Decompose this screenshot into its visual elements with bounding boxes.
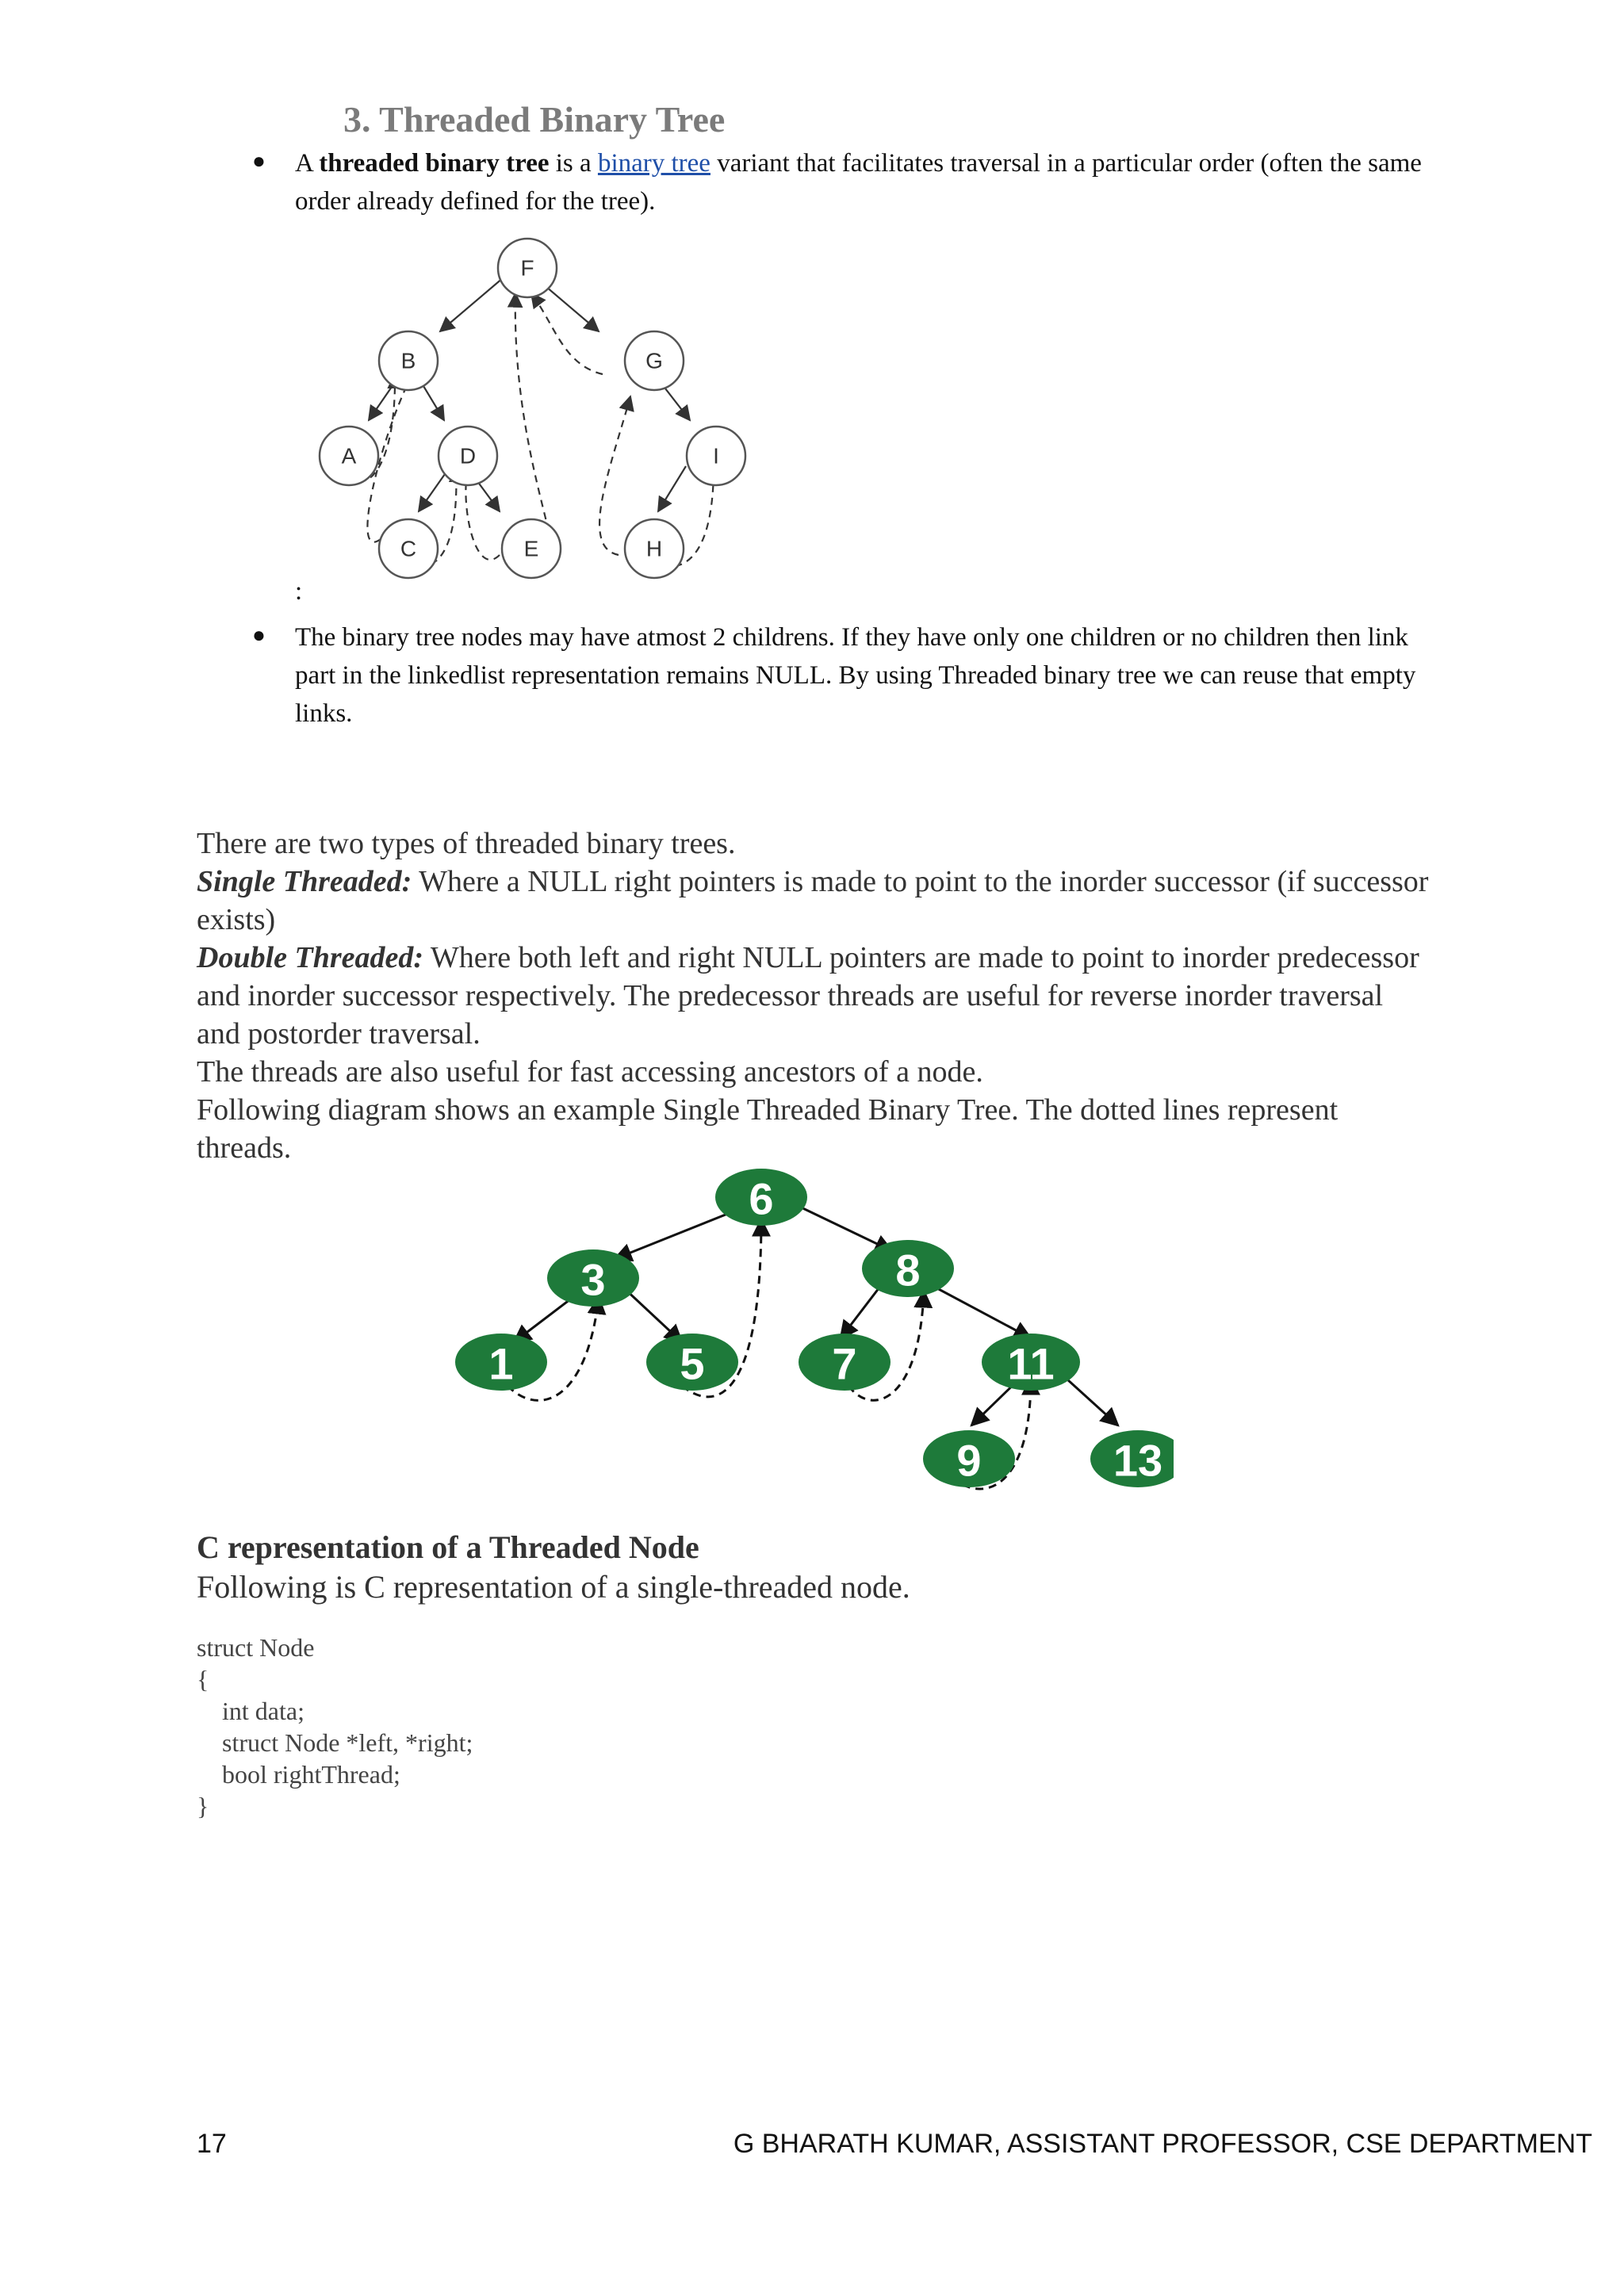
edge-8-11 xyxy=(924,1281,1031,1338)
double-text: Where both left and right NULL pointers are made to point to inorder predecessor and inorder successor respectively. The predecessor threads are useful for reverse inorder traversal and postorder traversal. xyxy=(197,941,1419,1050)
node-6-label: 6 xyxy=(749,1173,774,1224)
node-B-label: B xyxy=(400,348,416,373)
node-8-label: 8 xyxy=(895,1245,921,1295)
edge-I-H xyxy=(658,466,686,511)
node-C-label: C xyxy=(400,536,417,561)
code-block-struct-node: struct Node { int data; struct Node *left, *right; bool rightThread; } xyxy=(197,1633,473,1820)
node-D-label: D xyxy=(459,443,477,469)
node-F-label: F xyxy=(520,255,534,281)
colon-mark: : xyxy=(295,577,303,606)
double-term: Double Threaded: xyxy=(197,941,424,974)
node-7-label: 7 xyxy=(832,1338,857,1389)
node-H-label: H xyxy=(645,536,663,561)
page-number: 17 xyxy=(197,2129,227,2159)
node-11-label: 11 xyxy=(1007,1338,1055,1389)
bullet-paragraph-childrens: The binary tree nodes may have atmost 2 childrens. If they have only one children or no children then link part in the linkedlist representation remains NULL. By using Threaded binary tree we can reuse that empty links. xyxy=(295,623,1416,728)
edge-3-5 xyxy=(622,1287,682,1342)
text-rest: variant that facilitates traversal in a particular order (often the same order already defined for the tree). xyxy=(295,149,1422,216)
node-5-label: 5 xyxy=(680,1338,705,1389)
single-text: Where a NULL right pointers is made to point to the inorder successor (if successor exists) xyxy=(197,865,1429,936)
node-13-label: 13 xyxy=(1113,1435,1163,1486)
edge-6-8 xyxy=(793,1203,892,1251)
c-representation-subtitle: Following is C representation of a single-threaded node. xyxy=(197,1569,910,1605)
node-A-label: A xyxy=(341,443,357,469)
bullet-dot: ● xyxy=(252,623,266,648)
single-threaded-tree-diagram xyxy=(444,1164,1174,1513)
edge-F-B xyxy=(440,277,504,331)
node-9-label: 9 xyxy=(956,1435,982,1486)
footer-author: G BHARATH KUMAR, ASSISTANT PROFESSOR, CSE DEPARTMENT xyxy=(733,2129,1592,2159)
node-I-label: I xyxy=(713,443,719,469)
bullet-dot: ● xyxy=(252,149,266,174)
node-1-label: 1 xyxy=(488,1338,514,1389)
text-prefix: A xyxy=(295,149,320,178)
c-representation-title: C representation of a Threaded Node xyxy=(197,1529,699,1565)
node-G-label: G xyxy=(645,348,663,373)
threaded-tree-diagram-letters xyxy=(301,230,769,603)
section-heading: 3. Threaded Binary Tree xyxy=(343,99,726,140)
double-threaded-def xyxy=(197,939,1434,1053)
single-threaded-def xyxy=(197,863,1434,939)
types-section xyxy=(197,825,1434,1167)
thread-H-G xyxy=(599,396,630,555)
diagram-note: Following diagram shows an example Single Threaded Binary Tree. The dotted lines represent threads. xyxy=(197,1093,1339,1165)
node-E-label: E xyxy=(523,536,539,561)
ancestors-note: The threads are also useful for fast accessing ancestors of a node. xyxy=(197,1055,983,1089)
node-3-label: 3 xyxy=(580,1254,606,1305)
bullet-paragraph-definition xyxy=(295,144,1445,220)
single-term: Single Threaded: xyxy=(197,865,412,898)
text-mid: is a xyxy=(549,149,598,178)
term-bold: threaded binary tree xyxy=(319,149,550,178)
types-intro: There are two types of threaded binary trees. xyxy=(197,827,736,860)
binary-tree-link[interactable]: binary tree xyxy=(597,149,710,178)
